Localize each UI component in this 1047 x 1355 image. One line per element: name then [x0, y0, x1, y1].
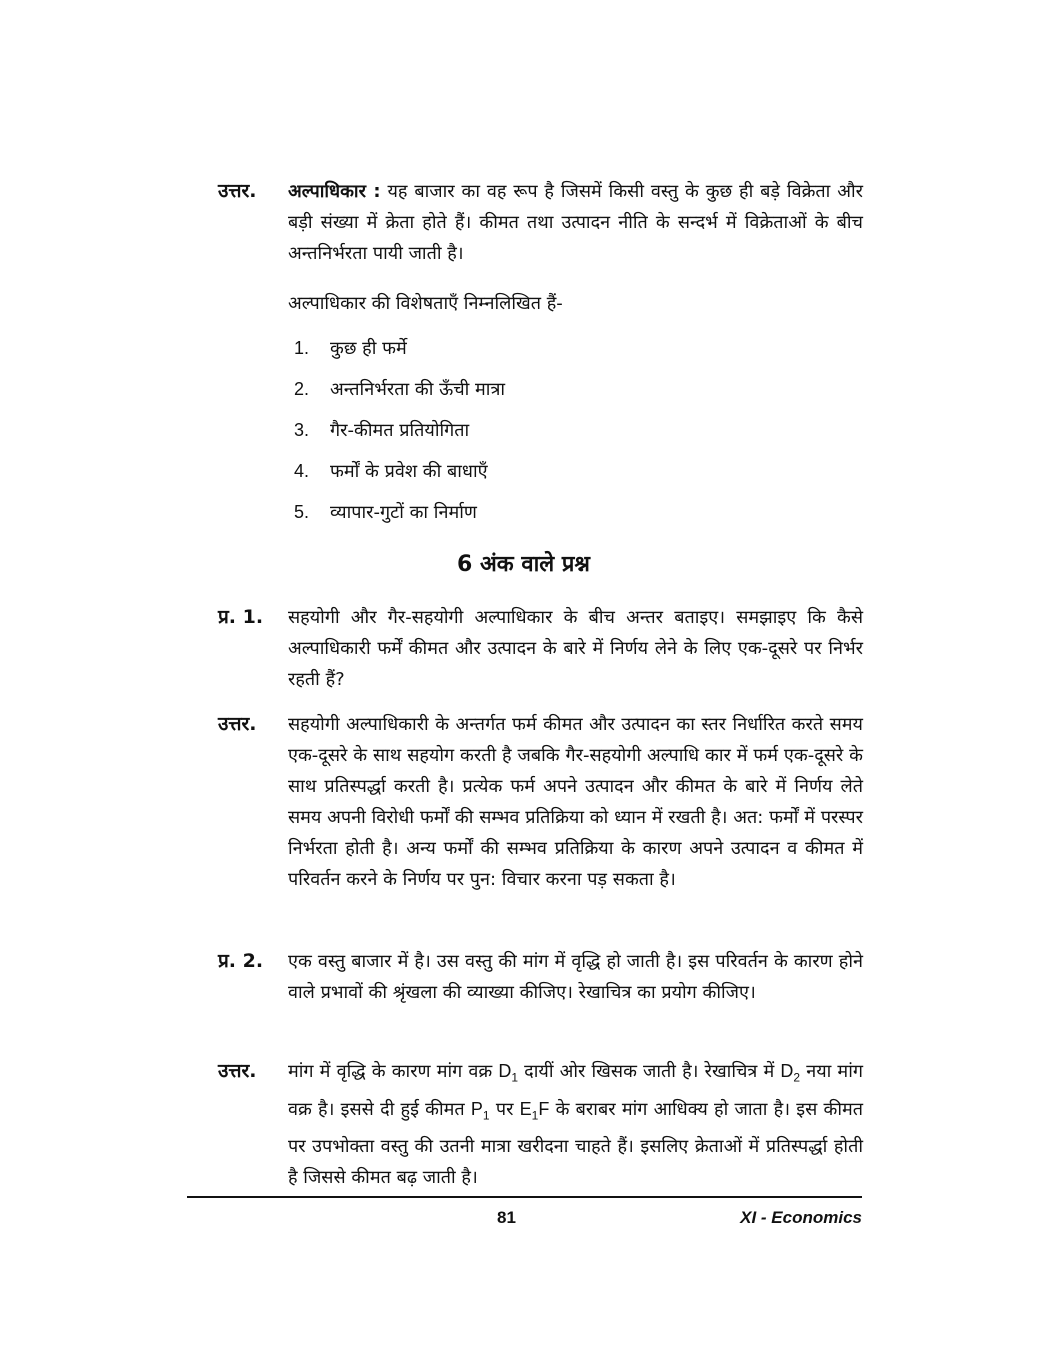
list-text: अन्तनिर्भरता की ऊँची मात्रा	[330, 379, 506, 400]
section-heading: 6 अंक वाले प्रश्न	[457, 552, 590, 577]
footer-title: XI - Economics	[740, 1208, 862, 1227]
text-run: के बराबर मांग आधिक्य हो जाता है। इस कीमत पर उपभोक्ता वस्तु की उतनी मात्रा खरीदना चाहते हैं। इसलिए क्रेताओं में प्रतिस्पर्द्धा होती है जिससे कीमत बढ़ जाती है।	[288, 1098, 864, 1189]
text-run: नया मांग वक्र है। इससे दी हुई कीमत	[288, 1061, 863, 1120]
new-demand-curve-symbol	[780, 1061, 801, 1085]
question-2	[218, 946, 863, 1008]
answer-term: अल्पाधिकार :	[288, 181, 381, 202]
list-text: व्यापार-गुटों का निर्माण	[330, 502, 477, 523]
question-text: सहयोगी और गैर-सहयोगी अल्पाधिकार के बीच अन्तर बताइए। समझाइए कि कैसे अल्पाधिकारी फर्में कीमत और उत्पादन के बारे में निर्णय लेने के लिए एक-दूसरे पर निर्भर रहती हैं?	[288, 607, 863, 690]
symbol-letter: D	[780, 1061, 794, 1081]
symbol-subscript: 1	[482, 1108, 490, 1123]
list-number: 2.	[294, 379, 310, 399]
list-number: 5.	[294, 502, 310, 522]
answer-label: उत्तर.	[218, 180, 257, 202]
question-1	[218, 602, 863, 695]
list-number: 1.	[294, 338, 310, 358]
list-text: कुछ ही फर्मे	[330, 338, 407, 359]
list-text: फर्मों के प्रवेश की बाधाएँ	[330, 461, 488, 482]
answer-text: सहयोगी अल्पाधिकारी के अन्तर्गत फर्म कीमत और उत्पादन का स्तर निर्धारित करते समय एक-दूसरे के साथ सहयोग करती है जबकि गैर-सहयोगी अल्पाधि कार में फर्म एक-दूसरे के साथ प्रतिस्पर्द्धा करती है। प्रत्येक फर्म अपने उत्पादन और कीमत के बारे में निर्णय लेते समय अपनी विरोधी फर्मों की सम्भव प्रतिक्रिया को ध्यान में रखती है। अत: फर्मों में परस्पर निर्भरता होती है। अन्य फर्मों की सम्भव प्रतिक्रिया के कारण अपने उत्पादन व कीमत में परिवर्तन करने के निर्णय पर पुन: विचार करना पड़ सकता है।	[288, 714, 863, 890]
footer-divider	[187, 1196, 862, 1198]
price-symbol	[470, 1098, 490, 1123]
answer-label: उत्तर.	[218, 713, 257, 735]
symbol-subscript: 2	[793, 1070, 801, 1085]
question-text: एक वस्तु बाजार में है। उस वस्तु की मांग में वृद्धि हो जाती है। इस परिवर्तन के कारण होने वाले प्रभावों की श्रृंखला की व्याख्या कीजिए। रेखाचित्र का प्रयोग कीजिए।	[288, 951, 863, 1003]
page-number: 81	[497, 1208, 516, 1227]
symbol-letter: E	[519, 1098, 532, 1119]
symbol-subscript: 1	[531, 1108, 539, 1123]
list-item	[294, 328, 505, 369]
answer-text	[288, 176, 863, 269]
features-intro: अल्पाधिकार की विशेषताएँ निम्नलिखित हैं-	[288, 293, 563, 314]
symbol-letter: D	[498, 1061, 512, 1081]
symbol-letter: P	[470, 1098, 483, 1119]
list-number: 4.	[294, 461, 310, 481]
list-item	[294, 492, 505, 533]
list-number: 3.	[294, 420, 310, 440]
question-label: प्र. 1.	[218, 606, 264, 628]
text-run: दायीं ओर खिसक जाती है। रेखाचित्र में	[518, 1061, 781, 1082]
text-run: मांग में वृद्धि के कारण मांग वक्र	[288, 1061, 499, 1082]
list-item	[294, 369, 505, 410]
features-list	[294, 328, 505, 533]
text-run: पर	[489, 1098, 520, 1120]
symbol-letter: F	[538, 1098, 550, 1119]
answer-text	[288, 1056, 863, 1193]
answer-label: उत्तर.	[218, 1060, 257, 1082]
answer-2	[218, 1056, 863, 1193]
demand-curve-symbol	[498, 1061, 519, 1085]
list-text: गैर-कीमत प्रतियोगिता	[330, 420, 470, 441]
list-item	[294, 451, 505, 492]
answer-1	[218, 709, 863, 895]
symbol-subscript: 1	[511, 1070, 519, 1085]
answer-oligopoly	[218, 176, 863, 269]
excess-demand-symbol	[519, 1098, 550, 1123]
answer-body: यह बाजार का वह रूप है जिसमें किसी वस्तु के कुछ ही बड़े विक्रेता और बड़ी संख्या में क्रेता होते हैं। कीमत तथा उत्पादन नीति के सन्दर्भ में विक्रेताओं के बीच अन्तनिर्भरता पायी जाती है।	[288, 181, 863, 264]
list-item	[294, 410, 505, 451]
question-label: प्र. 2.	[218, 950, 264, 972]
